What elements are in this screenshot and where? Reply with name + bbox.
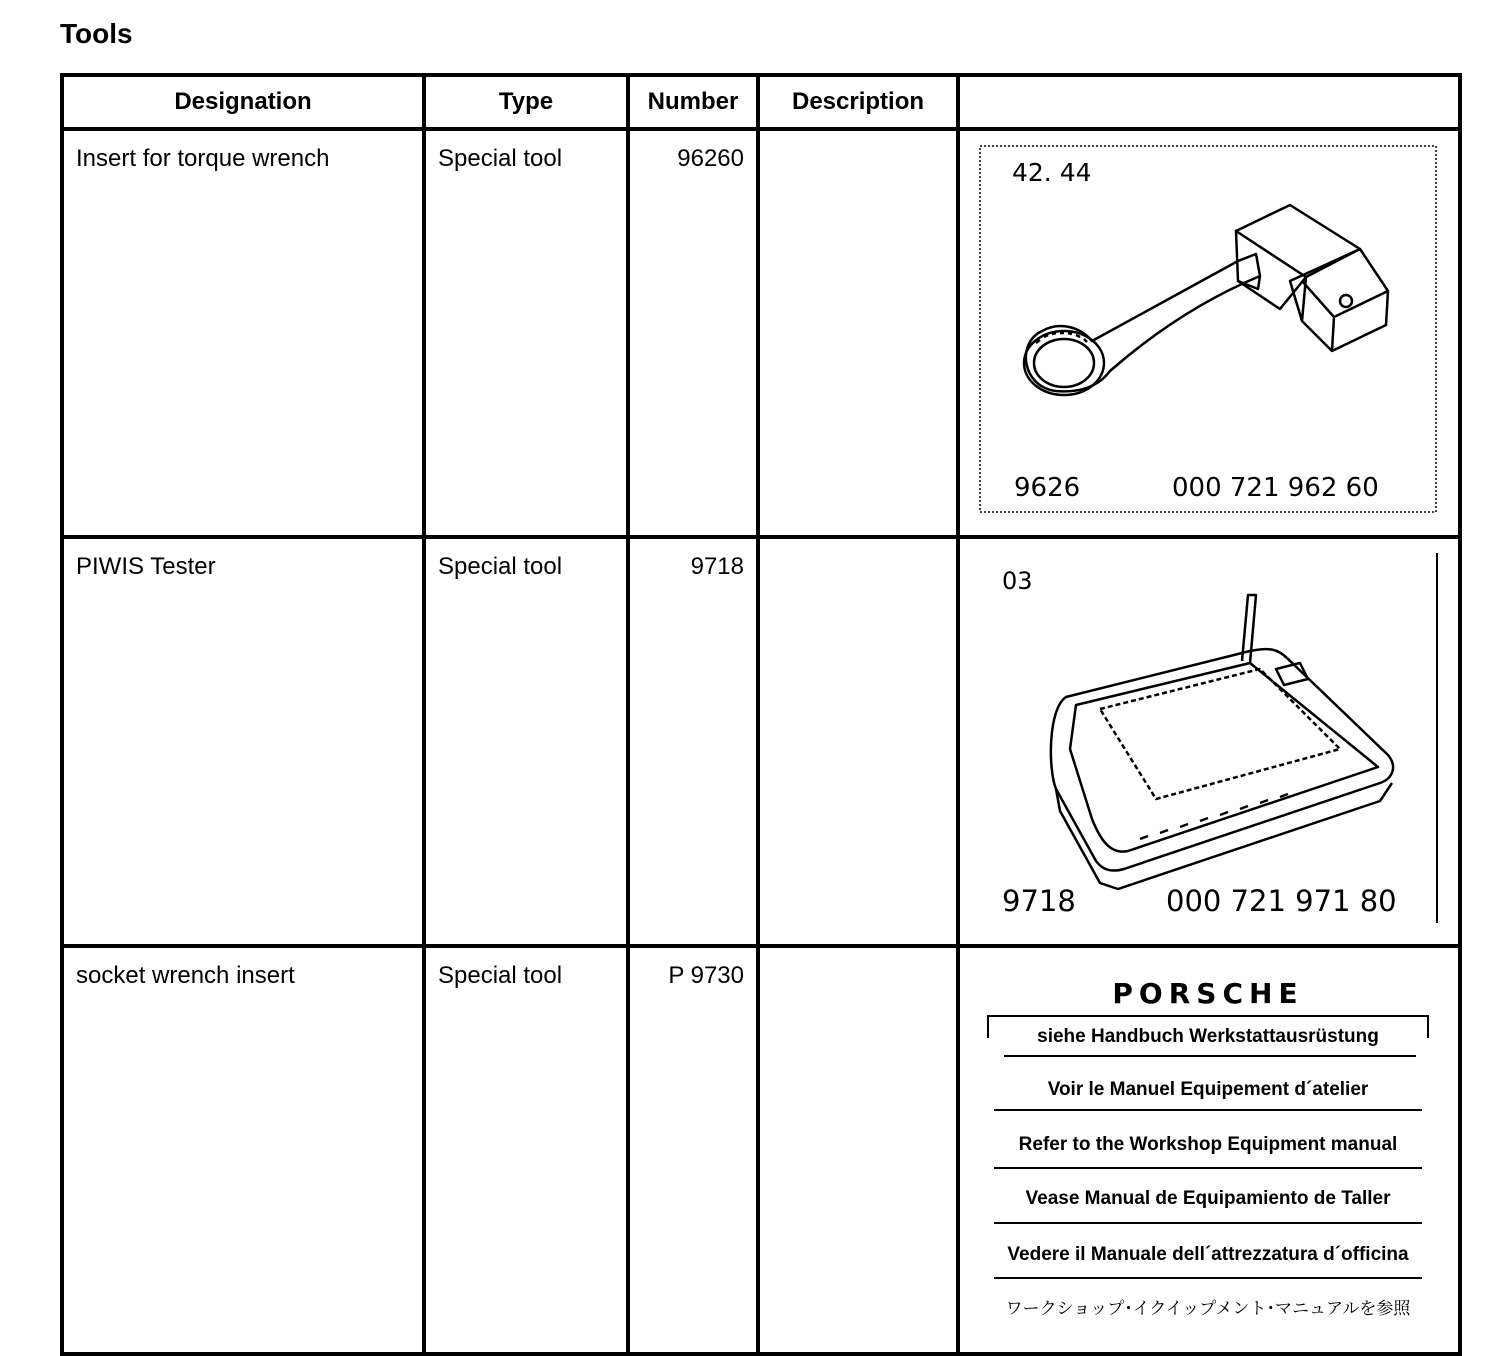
image-ref-label: 03 [1002, 567, 1033, 595]
cell-description [758, 537, 958, 946]
tools-table [60, 73, 1462, 1356]
header-designation: Designation [62, 75, 424, 129]
cell-designation: socket wrench insert [62, 946, 424, 1354]
cell-type: Special tool [424, 946, 628, 1354]
table-row [62, 537, 1460, 946]
cell-image [958, 129, 1460, 537]
notice-line-es: Vease Manual de Equipamiento de Taller [1025, 1188, 1391, 1209]
cell-number: 9718 [628, 537, 758, 946]
porsche-workshop-manual-notice-icon [960, 948, 1454, 1338]
image-tool-number: 9718 [1002, 884, 1076, 918]
notice-line-en: Refer to the Workshop Equipment manual [1018, 1134, 1398, 1155]
table-header-row [62, 75, 1460, 129]
table-row [62, 946, 1460, 1354]
cell-description [758, 129, 958, 537]
notice-line-fr: Voir le Manuel Equipement d´atelier [1047, 1079, 1369, 1100]
header-number: Number [628, 75, 758, 129]
header-image [958, 75, 1460, 129]
table-row [62, 129, 1460, 537]
image-tool-number: 9626 [1014, 473, 1081, 503]
image-part-number: 000 721 971 80 [1166, 884, 1397, 918]
notice-line-ja: ワークショップ･イクイップメント･マニュアルを参照 [1005, 1299, 1411, 1318]
image-ref-label: 42. 44 [1012, 158, 1092, 187]
notice-line-de: siehe Handbuch Werkstattausrüstung [1037, 1026, 1379, 1047]
header-description: Description [758, 75, 958, 129]
page-title: Tools [60, 18, 133, 49]
cell-description [758, 946, 958, 1354]
cell-image [958, 946, 1460, 1354]
cell-type: Special tool [424, 537, 628, 946]
notice-line-it: Vedere il Manuale dell´attrezzatura d´officina [1007, 1244, 1409, 1265]
cell-type: Special tool [424, 129, 628, 537]
piwis-tester-drawing-icon [960, 539, 1454, 930]
header-type: Type [424, 75, 628, 129]
cell-image [958, 537, 1460, 946]
cell-designation: Insert for torque wrench [62, 129, 424, 537]
image-part-number: 000 721 962 60 [1172, 473, 1379, 503]
cell-number: P 9730 [628, 946, 758, 1354]
porsche-logo: PORSCHE [1112, 977, 1304, 1010]
cell-number: 96260 [628, 129, 758, 537]
torque-wrench-insert-drawing-icon [960, 131, 1454, 521]
cell-designation: PIWIS Tester [62, 537, 424, 946]
